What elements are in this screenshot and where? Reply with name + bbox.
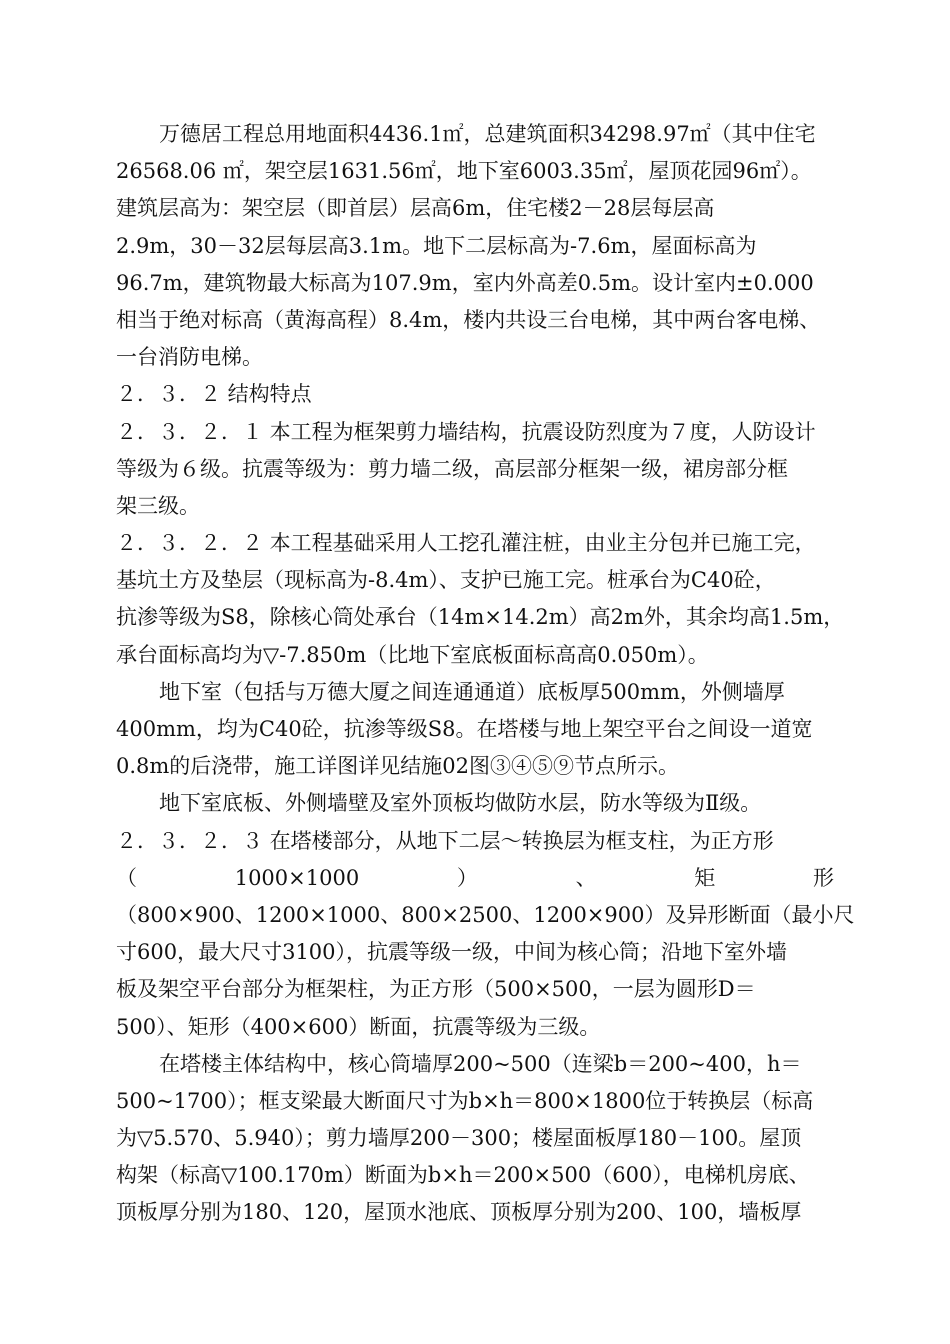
text-line: 500）、矩形（400×600）断面，抗震等级为三级。: [116, 1014, 601, 1039]
document-page: [116, 116, 855, 1232]
text-line: 2.9m，30－32层每层高3.1m。地下二层标高为-7.6m，屋面标高为: [116, 233, 757, 258]
text-line: 板及架空平台部分为框架柱，为正方形（500×500，一层为圆形D＝: [116, 977, 756, 1002]
paragraph-2323: [116, 823, 855, 1046]
paragraph-project-overview: [116, 116, 834, 376]
text-line: 架三级。: [116, 493, 200, 518]
text-line: 一台消防电梯。: [116, 345, 263, 370]
paragraph-2322: [116, 525, 845, 674]
text-line: 地下室底板、外侧墙壁及室外顶板均做防水层，防水等级为Ⅱ级。: [159, 791, 762, 816]
paragraph-2321: [116, 414, 834, 526]
text-line: 构架（标高▽100.170m）断面为b×h＝200×500（600），电梯机房底、: [116, 1163, 810, 1188]
text-fragment: （: [116, 865, 137, 890]
text-line: 400mm，均为C40砼，抗渗等级S8。在塔楼与地上架空平台之间设一道宽: [116, 717, 813, 741]
justified-line: [116, 860, 834, 897]
paragraph-basement: [116, 674, 834, 786]
text-line: 为▽5.570、5.940）；剪力墙厚200－300；楼屋面板厚180－100。屋顶: [116, 1126, 802, 1151]
text-line: 相当于绝对标高（黄海高程）8.4m，楼内共设三台电梯，其中两台客电梯、: [116, 307, 821, 332]
text-fragment: 1000×1000: [234, 865, 360, 890]
paragraph-waterproof: [116, 785, 834, 822]
text-fragment: 、: [575, 865, 597, 890]
text-line: 地下室（包括与万德大厦之间连通通道）底板厚500mm，外侧墙厚: [159, 679, 785, 704]
text-line: 0.8m的后浇带，施工详图详见结施02图③④⑤⑨节点所示。: [116, 754, 680, 779]
text-line: 建筑层高为：架空层（即首层）层高6m，住宅楼2－28层每层高: [116, 196, 715, 221]
text-line: 寸600，最大尺寸3100），抗震等级一级，中间为核心筒；沿地下室外墙: [116, 940, 788, 965]
text-line: 26568.06 ㎡，架空层1631.56㎡，地下室6003.35㎡，屋顶花园96㎡）。: [116, 159, 812, 184]
text-line: 抗渗等级为S8，除核心筒处承台（14m×14.2m）高2m外，其余均高1.5m，: [116, 605, 845, 630]
text-line: 承台面标高均为▽-7.850m（比地下室底板面标高高0.050m）。: [116, 642, 709, 667]
section-heading: ２．３．２ 结构特点: [116, 382, 312, 407]
text-fragment: 矩: [694, 865, 716, 890]
text-line: 顶板厚分别为180、120，屋顶水池底、顶板厚分别为200、100，墙板厚: [116, 1200, 802, 1225]
text-line: 96.7m，建筑物最大标高为107.9m，室内外高差0.5m。设计室内±0.000: [116, 270, 814, 295]
text-fragment: 形: [813, 865, 834, 890]
text-line: 等级为６级。抗震等级为：剪力墙二级，高层部分框架一级，裙房部分框: [116, 456, 788, 481]
text-line: ２．３．２．３ 在塔楼部分，从地下二层～转换层为框支柱，为正方形: [116, 828, 774, 853]
text-line: 在塔楼主体结构中，核心筒墙厚200~500（连梁b＝200~400，h＝: [159, 1051, 802, 1076]
text-line: ２．３．２．１ 本工程为框架剪力墙结构，抗震设防烈度为７度，人防设计: [116, 419, 816, 444]
text-line: 万德居工程总用地面积4436.1㎡，总建筑面积34298.97㎡（其中住宅: [159, 122, 816, 146]
text-line: ２．３．２．２ 本工程基础采用人工挖孔灌注桩，由业主分包并已施工完，: [116, 531, 816, 556]
text-line: 500~1700）；框支梁最大断面尺寸为b×h＝800×1800位于转换层（标高: [116, 1088, 814, 1113]
text-fragment: ）: [456, 865, 478, 890]
paragraph-tower-structure: [116, 1046, 834, 1232]
text-line: （800×900、1200×1000、800×2500、1200×900）及异形断面（最小尺: [116, 902, 855, 927]
text-line: 基坑土方及垫层（现标高为-8.4m）、支护已施工完。桩承台为C40砼，: [116, 568, 776, 593]
